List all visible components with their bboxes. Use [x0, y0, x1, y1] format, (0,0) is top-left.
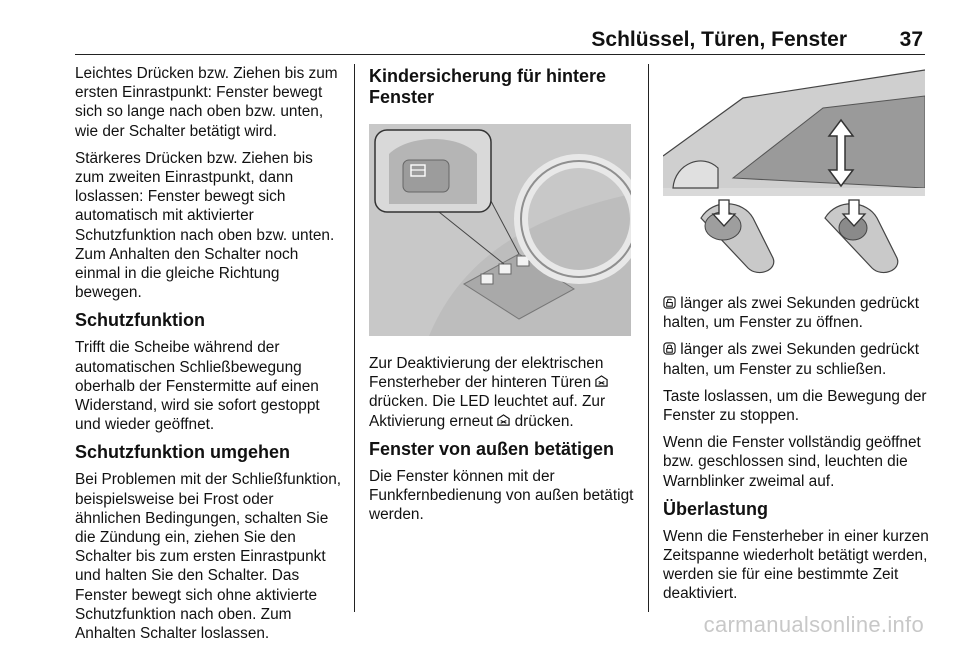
page-header — [75, 26, 925, 55]
unlock-icon — [663, 296, 676, 309]
unlock-hold-text: länger als zwei Sekunden gedrückt halten, um Fenster zu öffnen. — [663, 295, 919, 332]
paragraph-warnblinker: Wenn die Fenster vollständig geöffnet bzw. geschlossen sind, leuchten die Warnblinker zweimal auf. — [663, 434, 921, 490]
paragraph-release-button: Taste loslassen, um die Bewegung der Fenster zu stoppen. — [663, 387, 927, 425]
column-divider-2 — [648, 64, 649, 612]
column-3 — [663, 64, 931, 612]
remote-window-illustration — [663, 68, 925, 276]
column-2 — [369, 64, 637, 532]
paragraph-ueberlastung: Wenn die Fensterheber in einer kurzen Zeitspanne wiederholt betätigt werden, werden sie für eine bestimmte Zeit deaktiviert. — [663, 527, 929, 603]
door-panel-illustration — [369, 124, 631, 336]
paragraph-child-lock-instructions — [369, 354, 637, 431]
child-lock-text-a: Zur Deaktivierung der elektrischen Fensterheber der hinteren Türen — [369, 355, 604, 392]
heading-ueberlastung: Überlastung — [663, 498, 769, 519]
child-lock-icon — [497, 414, 510, 427]
door-switch-illustration — [369, 124, 631, 336]
lock-icon — [663, 342, 676, 355]
car-window-remote-illustration — [663, 68, 925, 276]
paragraph-strong-press: Stärkeres Drücken bzw. Ziehen bis zum zweiten Einrastpunkt, dann loslassen: Fenster bewegt sich automatisch mit aktivierter Schutzfunktion nach oben bzw. unten. Zum Anhalten den Schalter noch einmal in die gleiche Richtung bewegen. — [75, 149, 335, 302]
watermark: carmanualsonline.info — [703, 612, 924, 637]
child-lock-text-b: drücken. Die LED leuchtet auf. Zur Aktivierung erneut — [369, 393, 606, 430]
page-title: Schlüssel, Türen, Fenster — [591, 28, 847, 51]
heading-fenster-aussen: Fenster von außen betätigen — [369, 438, 615, 459]
paragraph-light-press: Leichtes Drücken bzw. Ziehen bis zum ersten Einrastpunkt: Fenster bewegt sich so lange nach oben bzw. unten, wie der Schalter betätigt wird. — [75, 65, 338, 140]
heading-schutzfunktion: Schutzfunktion — [75, 310, 205, 331]
paragraph-fenster-aussen: Die Fenster können mit der Funkfernbedienung von außen betätigt werden. — [369, 467, 634, 524]
paragraph-unlock-hold — [663, 294, 931, 332]
column-divider-1 — [354, 64, 355, 612]
paragraph-schutzfunktion: Trifft die Scheibe während der automatischen Schließbewegung oberhalb der Fenstermitte auf einen Widerstand, wird sie sofort gestoppt und wieder geöffnet. — [75, 339, 320, 434]
remote-key-unlock — [701, 200, 774, 273]
remote-key-lock — [825, 200, 898, 273]
lock-hold-text: länger als zwei Sekunden gedrückt halten, um Fenster zu schließen. — [663, 341, 919, 378]
paragraph-schutzfunktion-umgehen: Bei Problemen mit der Schließfunktion, beispielsweise bei Frost oder ähnlichen Bedingungen, schalten Sie die Zündung ein, ziehen Sie den Schalter bis zum ersten Einrastpunkt und halten Sie den Schalter. Das Fenster bewegt sich ohne aktivierte Schutzfunktion nach oben. Zum Anhalten Schalter loslassen. — [75, 471, 342, 643]
page-number: 37 — [899, 28, 923, 51]
column-1 — [75, 64, 343, 651]
heading-schutzfunktion-umgehen: Schutzfunktion umgehen — [75, 442, 290, 463]
child-lock-icon — [595, 375, 608, 388]
child-lock-text-c: drücken. — [514, 412, 574, 430]
heading-kindersicherung: Kindersicherung für hintere Fenster — [369, 66, 607, 107]
paragraph-lock-hold — [663, 340, 931, 378]
